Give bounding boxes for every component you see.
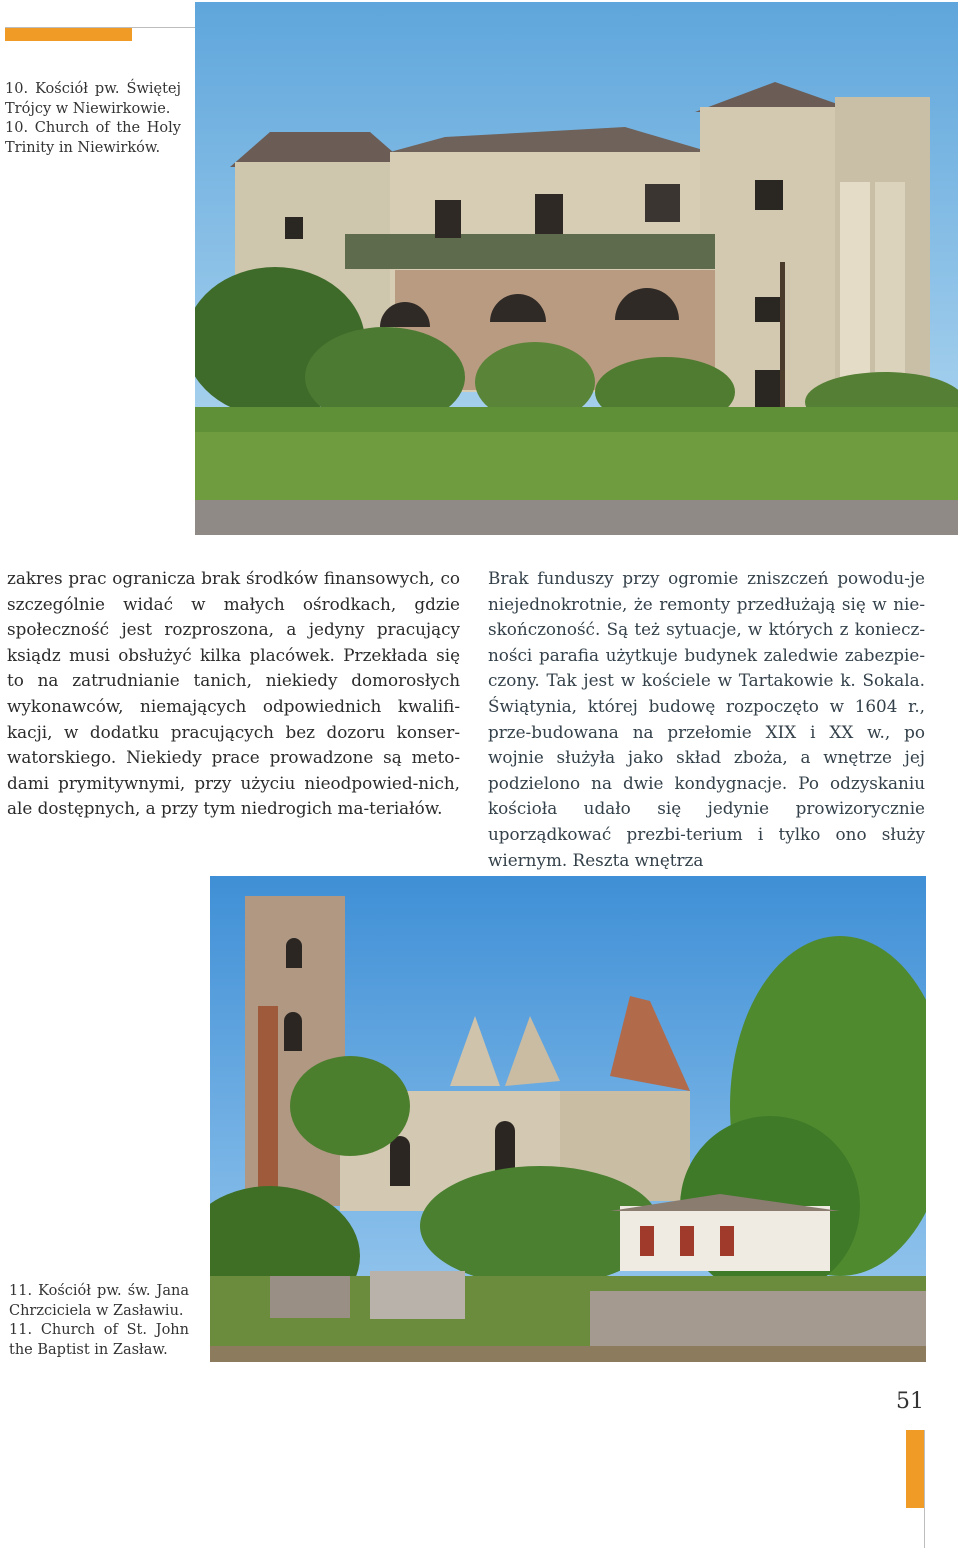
bottom-rule bbox=[924, 1430, 925, 1548]
photo-church-holy-trinity bbox=[195, 2, 958, 535]
top-accent-bar bbox=[5, 27, 132, 41]
photo2-caption bbox=[9, 1282, 189, 1360]
photo1-caption-en: 10. Church of the Holy Trinity in Niewirków. bbox=[5, 120, 181, 156]
body-text-left-column: zakres prac ogranicza brak środków finansowych, co szczególnie widać w małych ośrodkach, gdzie społeczność jest rozproszona, a jedyny pracujący ksiądz musi obsłużyć kilka placówek. Przekłada się to na zatrudnianie tanich, niekiedy domorosłych wykonawców, niemających odpowiednich kwalifi-kacji, w dodatku pracujących bez dozoru konser-watorskiego. Niekiedy prace prowadzone są meto-dami prymitywnymi, przy użyciu nieodpowied-nich, ale dostępnych, a przy tym niedrogich ma-teriałów. bbox=[7, 568, 460, 819]
photo2-caption-pl: 11. Kościół pw. św. Jana Chrzciciela w Zasławiu. bbox=[9, 1283, 189, 1319]
photo1-caption bbox=[5, 80, 181, 158]
photo-church-st-john-baptist bbox=[210, 876, 926, 1362]
top-rule bbox=[5, 27, 195, 28]
photo2-caption-en: 11. Church of St. John the Baptist in Zasław. bbox=[9, 1322, 189, 1358]
bottom-accent-bar bbox=[906, 1430, 925, 1508]
photo1-caption-pl: 10. Kościół pw. Świętej Trójcy w Niewirkowie. bbox=[5, 81, 181, 117]
page-number: 51 bbox=[896, 1389, 924, 1414]
body-text-right-column: Brak funduszy przy ogromie zniszczeń powodu-je niejednokrotnie, że remonty przedłużają się w nie-skończoność. Są też sytuacje, w których z koniecz-ności parafia użytkuje budynek zaledwie zabezpie-czony. Tak jest w kościele w Tartakowie k. Sokala. Świątynia, której budowę rozpoczęto w 1604 r., prze-budowana na przełomie XIX i XX w., po wojnie służyła jako skład zboża, a wnętrze jej podzielono na dwie kondygnacje. Po odzyskaniu kościoła udało się jedynie prowizorycznie uporządkować prezbi-terium i tylko ono służy wiernym. Reszta wnętrza bbox=[488, 568, 925, 870]
